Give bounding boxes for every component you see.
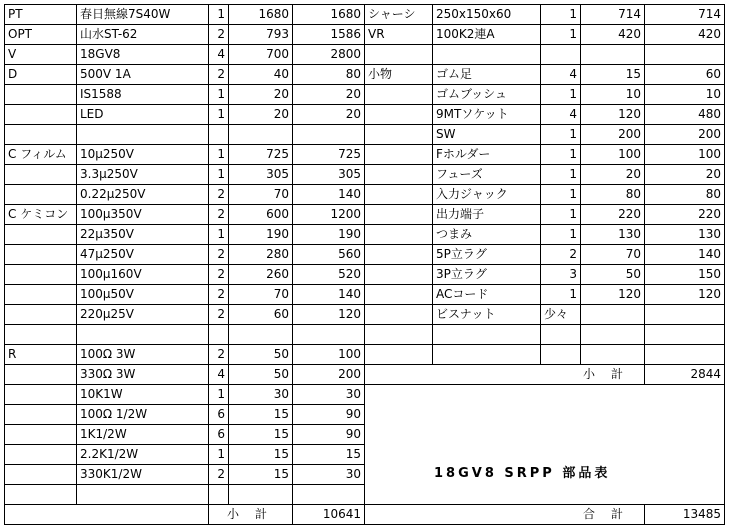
left-part-cell: LED (76, 104, 209, 125)
right-category-cell (364, 344, 433, 365)
left-part-cell: 47μ250V (76, 244, 209, 265)
left-qty-cell: 2 (208, 64, 229, 85)
left-part-cell: 山水ST-62 (76, 24, 209, 45)
right-subtotal-value: 2844 (644, 364, 725, 385)
left-amount-cell: 1680 (292, 4, 365, 25)
left-category-cell: D (4, 64, 77, 85)
right-part-cell: ビスナット (432, 304, 541, 325)
left-unit-price-cell: 70 (228, 284, 293, 305)
left-subtotal-value: 10641 (292, 504, 365, 525)
left-qty-cell: 2 (208, 284, 229, 305)
left-category-cell (4, 404, 77, 425)
left-unit-price-cell: 30 (228, 384, 293, 405)
right-amount-cell (644, 44, 725, 65)
left-amount-cell: 15 (292, 444, 365, 465)
right-unit-price-cell: 220 (580, 204, 645, 225)
left-unit-price-cell: 700 (228, 44, 293, 65)
left-qty-cell: 1 (208, 4, 229, 25)
left-unit-price-cell: 15 (228, 444, 293, 465)
left-category-cell (4, 424, 77, 445)
right-amount-cell: 200 (644, 124, 725, 145)
right-category-cell (364, 224, 433, 245)
left-unit-price-cell: 40 (228, 64, 293, 85)
left-part-cell: 100μ350V (76, 204, 209, 225)
left-unit-price-cell: 280 (228, 244, 293, 265)
right-amount-cell: 220 (644, 204, 725, 225)
right-unit-price-cell: 20 (580, 164, 645, 185)
left-qty-cell: 2 (208, 244, 229, 265)
right-qty-cell: 4 (540, 104, 581, 125)
right-subtotal-label: 小計 (364, 364, 645, 385)
left-part-cell: 10μ250V (76, 144, 209, 165)
left-unit-price-cell: 725 (228, 144, 293, 165)
left-amount-cell: 80 (292, 64, 365, 85)
left-amount-cell: 520 (292, 264, 365, 285)
left-qty-cell: 1 (208, 444, 229, 465)
right-category-cell: VR (364, 24, 433, 45)
left-part-cell: 330Ω 3W (76, 364, 209, 385)
right-unit-price-cell: 200 (580, 124, 645, 145)
left-amount-cell: 140 (292, 284, 365, 305)
left-part-cell: 3.3μ250V (76, 164, 209, 185)
right-part-cell: つまみ (432, 224, 541, 245)
right-part-cell: 3P立ラグ (432, 264, 541, 285)
left-amount-cell: 90 (292, 404, 365, 425)
left-part-cell: 220μ25V (76, 304, 209, 325)
left-qty-cell: 6 (208, 424, 229, 445)
left-qty-cell: 2 (208, 24, 229, 45)
right-part-cell: ACコード (432, 284, 541, 305)
right-part-cell: ゴム足 (432, 64, 541, 85)
right-qty-cell (540, 344, 581, 365)
right-unit-price-cell: 70 (580, 244, 645, 265)
right-part-cell (432, 324, 541, 345)
right-part-cell (432, 44, 541, 65)
left-part-cell: 0.22μ250V (76, 184, 209, 205)
right-qty-cell (540, 44, 581, 65)
right-qty-cell: 3 (540, 264, 581, 285)
grand-total-value: 13485 (644, 504, 725, 525)
right-part-cell: SW (432, 124, 541, 145)
left-category-cell (4, 444, 77, 465)
grand-total-label: 合計 (364, 504, 645, 525)
left-qty-cell: 6 (208, 404, 229, 425)
left-unit-price-cell: 793 (228, 24, 293, 45)
right-qty-cell: 4 (540, 64, 581, 85)
left-category-cell (4, 384, 77, 405)
right-category-cell (364, 204, 433, 225)
left-amount-cell: 140 (292, 184, 365, 205)
left-category-cell (4, 264, 77, 285)
left-part-cell: 22μ350V (76, 224, 209, 245)
title-box (364, 384, 725, 505)
left-qty-cell: 2 (208, 264, 229, 285)
left-unit-price-cell (228, 324, 293, 345)
right-part-cell (432, 344, 541, 365)
left-category-cell (4, 324, 77, 345)
right-qty-cell (540, 324, 581, 345)
left-qty-cell: 2 (208, 184, 229, 205)
left-category-cell (4, 364, 77, 385)
right-category-cell (364, 184, 433, 205)
left-amount-cell: 100 (292, 344, 365, 365)
left-part-cell: 18GV8 (76, 44, 209, 65)
right-category-cell (364, 304, 433, 325)
right-unit-price-cell: 120 (580, 104, 645, 125)
left-part-cell: 100Ω 1/2W (76, 404, 209, 425)
left-subtotal-blank (4, 504, 209, 525)
right-qty-cell: 1 (540, 284, 581, 305)
right-unit-price-cell: 50 (580, 264, 645, 285)
right-part-cell: Fホルダー (432, 144, 541, 165)
right-amount-cell: 420 (644, 24, 725, 45)
left-part-cell (76, 324, 209, 345)
left-qty-cell: 2 (208, 304, 229, 325)
right-category-cell (364, 324, 433, 345)
right-amount-cell (644, 344, 725, 365)
right-unit-price-cell (580, 344, 645, 365)
left-part-cell: 100μ160V (76, 264, 209, 285)
left-part-cell: 10K1W (76, 384, 209, 405)
left-unit-price-cell (228, 124, 293, 145)
left-amount-cell: 190 (292, 224, 365, 245)
right-part-cell: 9MTソケット (432, 104, 541, 125)
left-part-cell (76, 484, 209, 505)
left-qty-cell: 1 (208, 144, 229, 165)
right-amount-cell (644, 304, 725, 325)
left-unit-price-cell: 190 (228, 224, 293, 245)
left-category-cell (4, 284, 77, 305)
right-category-cell (364, 244, 433, 265)
right-unit-price-cell: 100 (580, 144, 645, 165)
left-part-cell (76, 124, 209, 145)
left-unit-price-cell: 20 (228, 104, 293, 125)
left-qty-cell: 1 (208, 384, 229, 405)
left-part-cell: IS1588 (76, 84, 209, 105)
left-unit-price-cell: 20 (228, 84, 293, 105)
left-part-cell: 春日無線7S40W (76, 4, 209, 25)
left-amount-cell (292, 324, 365, 345)
left-amount-cell: 725 (292, 144, 365, 165)
right-part-cell: 250x150x60 (432, 4, 541, 25)
right-part-cell: 入力ジャック (432, 184, 541, 205)
left-qty-cell (208, 124, 229, 145)
left-part-cell: 2.2K1/2W (76, 444, 209, 465)
right-amount-cell: 150 (644, 264, 725, 285)
right-category-cell (364, 44, 433, 65)
right-amount-cell: 480 (644, 104, 725, 125)
right-qty-cell: 1 (540, 24, 581, 45)
right-amount-cell (644, 324, 725, 345)
left-unit-price-cell: 50 (228, 364, 293, 385)
left-amount-cell: 90 (292, 424, 365, 445)
right-unit-price-cell: 80 (580, 184, 645, 205)
right-amount-cell: 80 (644, 184, 725, 205)
left-amount-cell: 2800 (292, 44, 365, 65)
right-amount-cell: 60 (644, 64, 725, 85)
left-amount-cell: 30 (292, 464, 365, 485)
right-part-cell: 5P立ラグ (432, 244, 541, 265)
left-category-cell: C フィルム (4, 144, 77, 165)
right-category-cell (364, 164, 433, 185)
left-qty-cell: 4 (208, 44, 229, 65)
left-category-cell (4, 184, 77, 205)
left-qty-cell: 1 (208, 84, 229, 105)
left-qty-cell: 1 (208, 224, 229, 245)
left-qty-cell (208, 324, 229, 345)
left-part-cell: 100Ω 3W (76, 344, 209, 365)
left-qty-cell: 1 (208, 164, 229, 185)
right-qty-cell: 少々 (540, 304, 581, 325)
left-amount-cell: 1586 (292, 24, 365, 45)
left-unit-price-cell: 1680 (228, 4, 293, 25)
left-unit-price-cell: 50 (228, 344, 293, 365)
left-unit-price-cell: 15 (228, 464, 293, 485)
right-category-cell (364, 124, 433, 145)
left-category-cell: R (4, 344, 77, 365)
right-unit-price-cell: 130 (580, 224, 645, 245)
right-part-cell: ゴムブッシュ (432, 84, 541, 105)
right-category-cell: シャーシ (364, 4, 433, 25)
left-amount-cell: 1200 (292, 204, 365, 225)
right-amount-cell: 20 (644, 164, 725, 185)
right-qty-cell: 1 (540, 4, 581, 25)
right-qty-cell: 1 (540, 144, 581, 165)
right-category-cell (364, 104, 433, 125)
right-unit-price-cell: 10 (580, 84, 645, 105)
right-qty-cell: 1 (540, 184, 581, 205)
right-unit-price-cell (580, 324, 645, 345)
right-category-cell (364, 84, 433, 105)
left-category-cell: PT (4, 4, 77, 25)
left-category-cell (4, 484, 77, 505)
left-unit-price-cell: 15 (228, 424, 293, 445)
right-part-cell: 100K2連A (432, 24, 541, 45)
right-unit-price-cell: 420 (580, 24, 645, 45)
right-unit-price-cell: 714 (580, 4, 645, 25)
left-unit-price-cell: 70 (228, 184, 293, 205)
left-qty-cell: 1 (208, 104, 229, 125)
left-unit-price-cell (228, 484, 293, 505)
left-category-cell (4, 164, 77, 185)
right-category-cell (364, 144, 433, 165)
right-category-cell (364, 284, 433, 305)
right-qty-cell: 1 (540, 124, 581, 145)
left-amount-cell: 20 (292, 104, 365, 125)
page-title: 18GV8 SRPP 部品表 (434, 466, 611, 481)
left-category-cell (4, 224, 77, 245)
left-amount-cell (292, 484, 365, 505)
right-unit-price-cell: 120 (580, 284, 645, 305)
left-unit-price-cell: 600 (228, 204, 293, 225)
right-amount-cell: 120 (644, 284, 725, 305)
right-qty-cell: 1 (540, 204, 581, 225)
right-part-cell: 出力端子 (432, 204, 541, 225)
right-unit-price-cell: 15 (580, 64, 645, 85)
left-amount-cell: 200 (292, 364, 365, 385)
left-qty-cell: 2 (208, 204, 229, 225)
left-amount-cell: 560 (292, 244, 365, 265)
left-amount-cell: 30 (292, 384, 365, 405)
left-unit-price-cell: 260 (228, 264, 293, 285)
right-qty-cell: 2 (540, 244, 581, 265)
left-category-cell (4, 304, 77, 325)
right-unit-price-cell (580, 304, 645, 325)
left-category-cell (4, 124, 77, 145)
right-qty-cell: 1 (540, 164, 581, 185)
left-category-cell: V (4, 44, 77, 65)
right-amount-cell: 714 (644, 4, 725, 25)
left-category-cell (4, 464, 77, 485)
left-category-cell: C ケミコン (4, 204, 77, 225)
left-qty-cell (208, 484, 229, 505)
left-qty-cell: 4 (208, 364, 229, 385)
left-qty-cell: 2 (208, 344, 229, 365)
left-unit-price-cell: 60 (228, 304, 293, 325)
left-part-cell: 330K1/2W (76, 464, 209, 485)
right-amount-cell: 100 (644, 144, 725, 165)
right-part-cell: フューズ (432, 164, 541, 185)
right-qty-cell: 1 (540, 224, 581, 245)
right-qty-cell: 1 (540, 84, 581, 105)
left-amount-cell: 120 (292, 304, 365, 325)
left-qty-cell: 2 (208, 464, 229, 485)
right-category-cell: 小物 (364, 64, 433, 85)
right-amount-cell: 140 (644, 244, 725, 265)
left-category-cell (4, 84, 77, 105)
right-amount-cell: 10 (644, 84, 725, 105)
left-part-cell: 500V 1A (76, 64, 209, 85)
left-category-cell: OPT (4, 24, 77, 45)
right-unit-price-cell (580, 44, 645, 65)
left-subtotal-label: 小計 (208, 504, 293, 525)
left-category-cell (4, 244, 77, 265)
right-amount-cell: 130 (644, 224, 725, 245)
right-category-cell (364, 264, 433, 285)
left-amount-cell: 305 (292, 164, 365, 185)
left-amount-cell (292, 124, 365, 145)
left-part-cell: 1K1/2W (76, 424, 209, 445)
left-amount-cell: 20 (292, 84, 365, 105)
left-part-cell: 100μ50V (76, 284, 209, 305)
left-category-cell (4, 104, 77, 125)
left-unit-price-cell: 305 (228, 164, 293, 185)
left-unit-price-cell: 15 (228, 404, 293, 425)
